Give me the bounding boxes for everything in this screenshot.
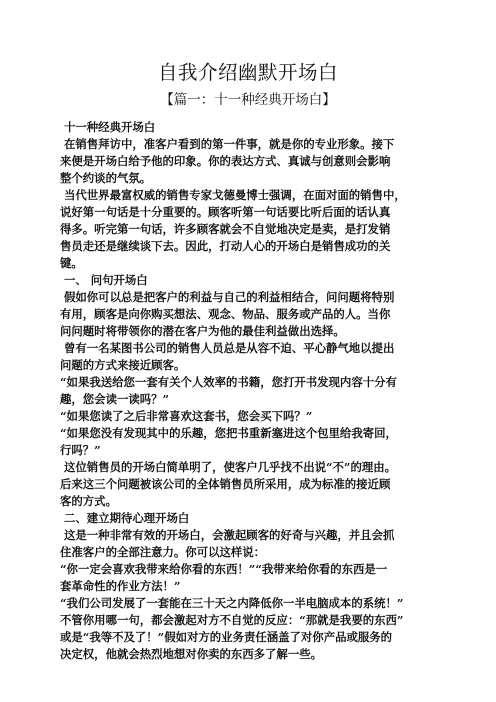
body-line: 售员走还是继续谈下去。因此，打动人心的开场白是销售成功的关 (60, 239, 391, 253)
body-line: “你一定会喜欢我带来给你看的东西！”“我带来给你看的东西是一 (60, 562, 388, 576)
body-line: 来便是开场白给予他的印象。你的表达方式、真诚与创意则会影响 (60, 154, 391, 168)
body-line: 整个约谈的气氛。 (60, 171, 152, 185)
body-line: 这是一种非常有效的开场白，会激起顾客的好奇与兴趣，并且会抓 (64, 528, 395, 542)
body-line: “如果您读了之后非常喜欢这套书，您会买下吗？” (60, 409, 313, 423)
body-line: 在销售拜访中，准客户看到的第一件事，就是你的专业形象。接下 (64, 137, 395, 151)
body-line: 后来这三个问题被该公司的全体销售员所采用，成为标准的接近顾 (60, 477, 391, 491)
body-line: 问问题时将带领你的潜在客户为他的最佳利益做出选择。 (60, 324, 345, 338)
body-line: 有用，顾客是向你购买想法、观念、物品、服务或产品的人。当你 (60, 307, 391, 321)
body-line: 套革命性的作业方法！” (60, 579, 181, 593)
body-line: 趣，您会读一读吗？” (60, 392, 170, 406)
body-line: 这位销售员的开场白简单明了，使客户几乎找不出说“不”的理由。 (64, 460, 397, 474)
body-line: 不管你用哪一句，都会激起对方不自觉的反应：“那就是我要的东西” (60, 613, 404, 627)
body-line: 键。 (60, 256, 83, 270)
body-line: 得多。听完第一句话，许多顾客就会不自觉地决定是卖，是打发销 (60, 222, 391, 236)
body-line: “我们公司发展了一套能在三十天之内降低你一半电脑成本的系统！” (60, 596, 404, 610)
body-line: 决定权，他就会热烈地想对你卖的东西多了解一些。 (60, 647, 322, 661)
document-subtitle: 【篇一：十一种经典开场白】 (160, 92, 336, 108)
document-title: 自我介绍幽默开场白 (157, 61, 338, 84)
body-line: 二、建立期待心理开场白 (64, 511, 190, 525)
body-line: 客的方式。 (60, 494, 117, 508)
body-line: 住准客户的全部注意力。你可以这样说： (60, 545, 266, 559)
body-line: 曾有一名某图书公司的销售人员总是从容不迫、平心静气地以提出 (64, 341, 395, 355)
body-line: 说好第一句话是十分重要的。顾客听第一句话要比听后面的话认真 (60, 205, 391, 219)
document-body (60, 119, 438, 663)
body-line: “如果您没有发现其中的乐趣，您把书重新塞进这个包里给我寄回， (60, 426, 397, 440)
body-line: 行吗？” (60, 443, 101, 457)
body-line: 问题的方式来接近顾客。 (60, 358, 186, 372)
body-line: “如果我送给您一套有关个人效率的书籍，您打开书发现内容十分有 (60, 375, 397, 389)
body-line: 当代世界最富权威的销售专家戈德曼博士强调，在面对面的销售中， (64, 188, 406, 202)
body-line: 或是“我等不及了！”假如对方的业务责任涵盖了对你产品或服务的 (60, 630, 393, 644)
body-line: 一、 问句开场白 (64, 273, 148, 287)
body-line: 十一种经典开场白 (64, 120, 156, 134)
body-line: 假如你可以总是把客户的利益与自己的利益相结合，问问题将特别 (64, 290, 395, 304)
